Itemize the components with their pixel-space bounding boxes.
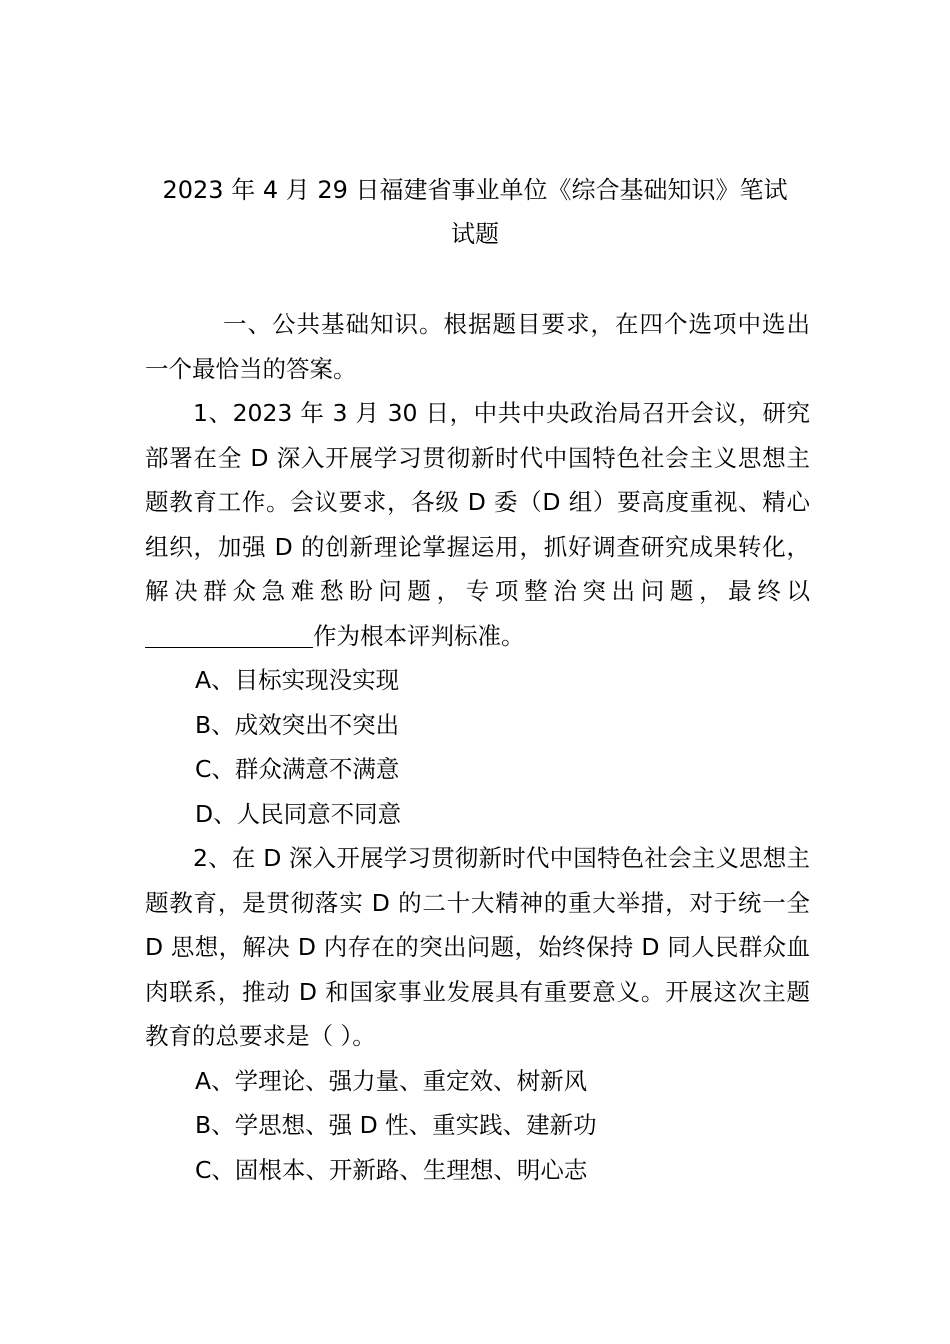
stem-text-after-blank: 作为根本评判标准。 bbox=[313, 621, 525, 650]
option-c: C、群众满意不满意 bbox=[195, 755, 400, 783]
option-a: A、目标实现没实现 bbox=[195, 666, 400, 694]
option-a: A、学理论、强力量、重定效、树新风 bbox=[195, 1066, 588, 1095]
option-b: B、学思想、强 D 性、重实践、建新功 bbox=[195, 1111, 597, 1139]
question-stem: 2、在 D 深入开展学习贯彻新时代中国特色社会主义思想主题教育，是贯彻落实 D 的二十大精神的重大举措，对于统一全 D 思想，解决 D 内存在的突出问题，始终保持 D 同人民群众血肉联系，推动 D 和国家事业发展具有重要意义。开展这次主题教育的总要求是（ ）。 bbox=[145, 844, 810, 1050]
section-intro: 一、公共基础知识。根据题目要求，在四个选项中选出一个最恰当的答案。 bbox=[145, 310, 810, 383]
question-2 bbox=[145, 836, 810, 1192]
document-body bbox=[145, 302, 810, 1192]
title-line-2: 试题 bbox=[451, 220, 499, 248]
answer-blank bbox=[145, 619, 313, 648]
option-b: B、成效突出不突出 bbox=[195, 710, 400, 739]
question-stem bbox=[145, 391, 810, 658]
option-d: D、人民同意不同意 bbox=[195, 799, 402, 828]
stem-text-before-blank: 1、2023 年 3 月 30 日，中共中央政治局召开会议，研究部署在全 D 深入开展学习贯彻新时代中国特色社会主义思想主题教育工作。会议要求，各级 D 委（D 组）要高度重视、精心组织，加强 D 的创新理论掌握运用，抓好调查研究成果转化，解决群众急难愁盼问题，专项整治突出问题，最终以 bbox=[145, 399, 810, 605]
document-title bbox=[140, 168, 810, 256]
option-c: C、固根本、开新路、生理想、明心志 bbox=[195, 1155, 588, 1184]
question-1 bbox=[145, 391, 810, 836]
title-line-1: 2023 年 4 月 29 日福建省事业单位《综合基础知识》笔试 bbox=[162, 176, 788, 204]
